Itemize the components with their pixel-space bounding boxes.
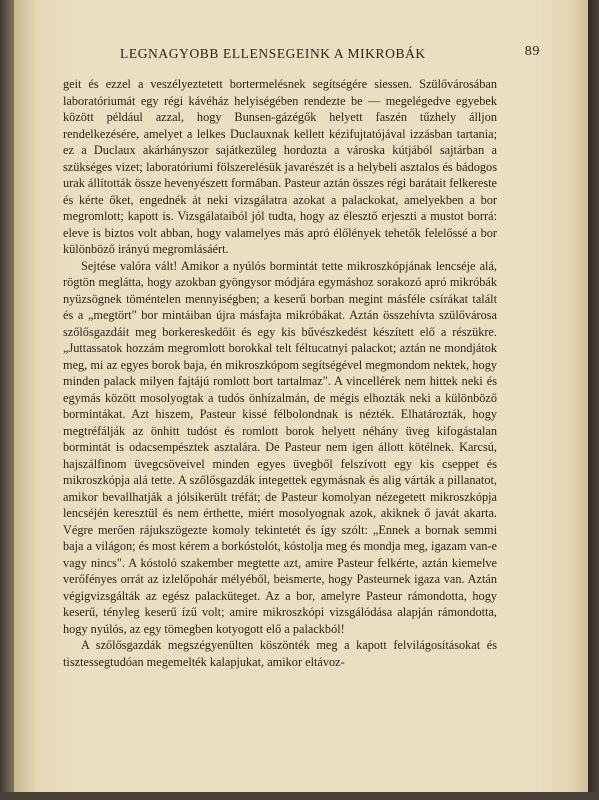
paragraph-3: A szőlősgazdák megszégyenülten köszönték meg a kapott felvilágosításokat és tisztessegtudóan megemelték kalapjukat, amikor eltávoz- <box>63 638 497 669</box>
book-spine-edge <box>0 0 14 800</box>
book-bottom-edge <box>0 792 599 800</box>
paragraph-2: Sejtése valóra vált! Amikor a nyúlós bormintát tette mikroszkópjának lencséje alá, rögtön meglátta, hogy azokban gyöngysor módjára egymáshoz sorakozó apró mikróbák nyüzsögnek töméntelen mennyiségben; a keserű borban megint másféle csírákat talált és a „megtört" bor mintáiban újra másfajta mikróbákat. Aztán összehívta szülővárosa szőlősgazdáit meg borkereskedőit és egy kis bűvészkedést készített elő a részükre. „Juttassatok hozzám megromlott borokkal telt féltucatnyi palackot; aztán ne mondjátok meg, mi az egyes borok baja, én mikroszkópom segítségével megmondom nektek, hogy minden palack milyen fajtájú romlott bort tartalmaz". A vincellérek nem hittek neki és egymás között mosolyogtak a tudós önhízalmán, de mégis elhozták neki a különböző bormintákat. Azt hiszem, Pasteur kissé félbolondnak is nézték. Elhatározták, hogy megtréfálják az önhitt tudóst és romlott borok helyett néhány üveg kifogástalan bormintát is odacsempésztek asztalára. De Pasteur nem igen állott kötélnek. Karcsú, hajszálfinom üvegcsöveivel minden egyes üvegből felszívott egy kis cseppet és mikroszkópja alá tette. A szőlősgazdák integettek egymásnak és alig várták a pillanatot, amikor bevallhatják a jólsikerült tréfát; de Pasteur komolyan nézegetett mikroszkópja lencséjén keresztül és nem érthette, miért mosolyognak azok, akiknek ő javát akarta. Végre merően rájukszögezte komoly tekintetét és így szólt: „Ennek a bornak semmi baja a világon; és most kérem a borkóstolót, kóstolja meg és mondja meg, igazam van-e vagy nincs". A kóstoló szakember megtette azt, amire Pasteur felkérte, aztán kiemelve verőfényes orrát az izlelőpohár mélyéből, beismerte, hogy Pasteurnek igaza van. Aztán végigvizsgálták az egész palacküteget. Az a bor, amelyre Pasteur rámondotta, hogy keserű, tényleg keserű ízű volt; amire mikroszkópi vizsgálódása alapján rámondotta, hogy nyúlós, az egy tömegben kotyogott elő a palackból! <box>63 258 497 636</box>
paragraph-1: geit és ezzel a veszélyeztetett bortermelésnek segítségére siessen. Szülővárosában laboratóriumát egy régi kávéház helyiségében rendezte be — megelégedve egyebek között például azzal, hogy Bunsen-gázégők helyett faszén tűzhely álljon rendelkezésére, amelyet a lelkes Duclauxnak kellett kézifujtatójával izzásban tartania; ez a Duclaux akárhányszor sajátkezüleg hordozta a városka kútjából sajtárban a szükséges vizet; laboratóriumi fölszerelésük javarészét is a helybeli asztalos és bádogos urak állították össze hevenyészett formában. Pasteur aztán összes régi barátait felkereste és kérte őket, engednék át neki vizsgálatra azokat a palackokat, amelyekben a bor megromlott; kapott is. Vizsgálataiból jól tudta, hogy az élesztő erjeszti a mustot borrá: eleve is biztos volt abban, hogy valamelyes más apró élőlények tehetők felelőssé a bor különböző irányú megromlásáért. <box>63 77 497 256</box>
body-text <box>63 76 497 670</box>
page-number: 89 <box>524 44 540 59</box>
running-header <box>70 44 540 68</box>
header-title: LEGNAGYOBB ELLENSEGEINK A MIKROBÁK <box>120 46 426 61</box>
book-binding-right <box>588 0 599 800</box>
